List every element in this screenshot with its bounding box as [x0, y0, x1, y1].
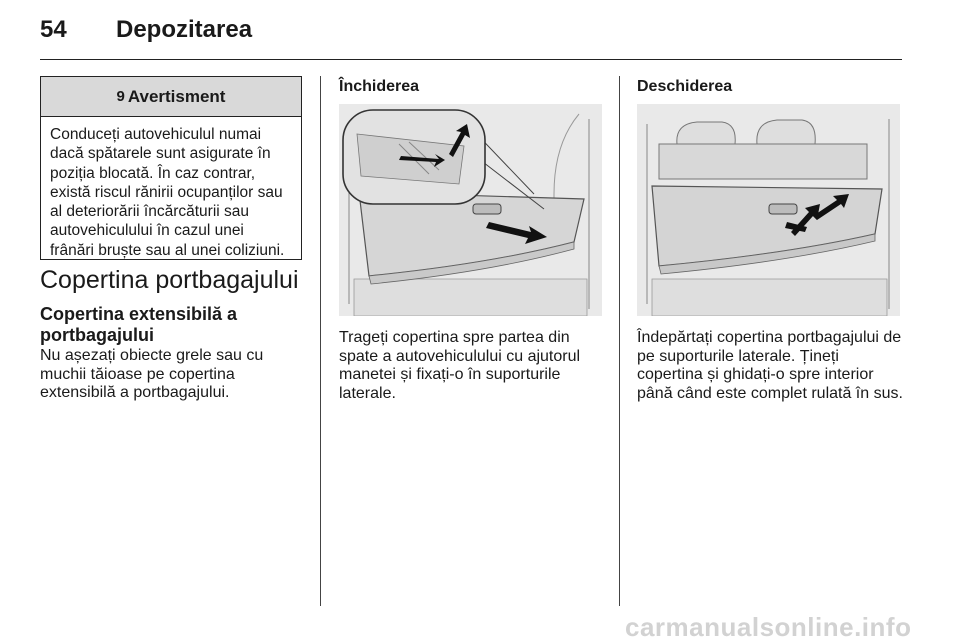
closing-caption: [339, 329, 580, 403]
page-number: 54: [40, 16, 67, 43]
warning-line: autovehiculului în cazul unei: [50, 222, 244, 240]
caption-line: laterale.: [339, 384, 396, 402]
warning-icon: 9: [116, 88, 125, 105]
body-line: muchii tăioase pe copertina: [40, 365, 235, 383]
warning-text: [41, 117, 301, 260]
column-divider-1: [320, 76, 321, 606]
subsection-heading: [40, 304, 237, 346]
caption-line: până când este complet rulată în sus.: [637, 384, 903, 402]
footer-watermark: carmanualsonline.info: [625, 612, 912, 642]
warning-header: [41, 77, 301, 117]
header-rule: [40, 59, 902, 60]
body-line: extensibilă a portbagajului.: [40, 384, 230, 401]
warning-line: al deteriorării încărcăturii sau: [50, 203, 250, 221]
caption-line: manetei și fixați-o în suporturile: [339, 366, 561, 383]
body-line: Nu așezați obiecte grele sau cu: [40, 347, 264, 364]
warning-line: frânări bruște sau al unei coliziuni.: [50, 241, 285, 259]
caption-line: Îndepărtați copertina portbagajului de: [637, 329, 902, 346]
column-divider-2: [619, 76, 620, 606]
warning-title: Avertisment: [127, 86, 226, 106]
closing-title: Închiderea: [339, 78, 420, 95]
opening-caption: [637, 329, 903, 403]
section-heading: Copertina portbagajului: [40, 266, 299, 294]
caption-line: spate a autovehiculului cu ajutorul: [339, 347, 581, 365]
warning-line: Conduceți autovehiculul numai: [50, 126, 262, 143]
caption-line: pe suporturile laterale. Țineți: [637, 347, 839, 365]
warning-line: poziția blocată. În caz contrar,: [50, 164, 256, 182]
warning-line: dacă spătarele sunt asigurate în: [50, 145, 271, 163]
closing-illustration: [339, 104, 602, 316]
opening-title: Deschiderea: [637, 78, 733, 95]
warning-box: [40, 76, 302, 260]
subsection-heading-line: Copertina extensibilă a: [40, 304, 238, 324]
caption-line: Trageți copertina spre partea din: [339, 329, 570, 346]
subsection-heading-line: portbagajului: [40, 325, 154, 345]
caption-line: copertina și ghidați-o spre interior: [637, 366, 874, 383]
warning-line: există riscul rănirii ocupanților sau: [50, 183, 283, 201]
section-body: [40, 347, 263, 403]
page-title: Depozitarea: [116, 16, 253, 43]
opening-illustration: [637, 104, 900, 316]
